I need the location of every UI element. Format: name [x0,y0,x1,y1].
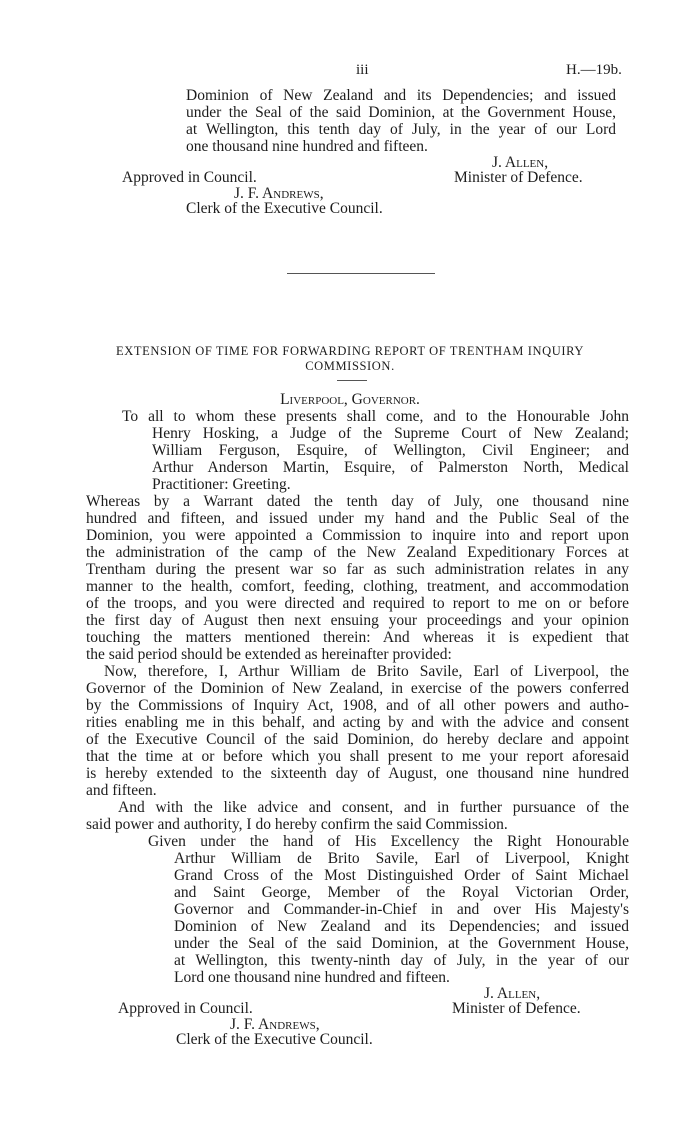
text-line: Practitioner: Greeting. [152,476,291,493]
text-line: hundred and fifteen, and issued under my hand and the Public Seal of the [86,510,629,527]
section-heading: EXTENSION OF TIME FOR FORWARDING REPORT OF TRENTHAM INQUIRY [115,344,585,358]
text-line: at Wellington, this twenty-ninth day of July, in the year of our [174,952,629,969]
document-reference: H.—19b. [566,62,622,78]
text-line: the said period should be extended as hereinafter provided: [86,646,452,663]
text-line: Governor and Commander-in-Chief in and over His Majesty's [174,901,629,918]
text-line: Given under the hand of His Excellency the Right Honourable [148,833,629,850]
governor-line: Liverpool, Governor. [280,391,420,408]
signatory-title: Minister of Defence. [454,169,583,186]
text-line: Arthur Anderson Martin, Esquire, of Palmerston North, Medical [152,459,629,476]
approved-in-council: Approved in Council. [118,1000,253,1017]
text-line: one thousand nine hundred and fifteen. [186,138,428,155]
text-line: by the Commissions of Inquiry Act, 1908, and of all other powers and autho- [86,697,629,714]
text-line: and fifteen. [86,782,157,799]
text-line: Lord one thousand nine hundred and fifteen. [174,969,450,986]
section-heading-continued: COMMISSION. [305,359,395,373]
text-line: the first day of August then next ensuing your proceedings and your opinion [86,612,629,629]
page-number: iii [356,62,369,78]
text-line: Dominion of New Zealand and its Dependencies; and issued [174,918,629,935]
text-line: Whereas by a Warrant dated the tenth day of July, one thousand nine [86,493,629,510]
text-line: Arthur William de Brito Savile, Earl of Liverpool, Knight [174,850,629,867]
text-line: the administration of the camp of the New Zealand Expeditionary Forces at [86,544,629,561]
text-line: said power and authority, I do hereby confirm the said Commission. [86,816,508,833]
text-line: manner to the health, comfort, feeding, clothing, treatment, and accommodation [86,578,629,595]
text-line: of the troops, and you were directed and required to report to me on or before [86,595,629,612]
text-line: Trentham during the present war so far as such administration relates in any [86,561,629,578]
text-line: Governor of the Dominion of New Zealand, in exercise of the powers conferred [86,680,629,697]
text-line: Dominion, you were appointed a Commission to inquire into and report upon [86,527,629,544]
text-line: and Saint George, Member of the Royal Victorian Order, [174,884,629,901]
clerk-title: Clerk of the Executive Council. [186,200,383,217]
clerk-title: Clerk of the Executive Council. [176,1031,373,1048]
text-line: Now, therefore, I, Arthur William de Brito Savile, Earl of Liverpool, the [104,663,629,680]
text-line: Henry Hosking, a Judge of the Supreme Court of New Zealand; [152,425,629,442]
signatory-title: Minister of Defence. [452,1000,581,1017]
text-line: is hereby extended to the sixteenth day of August, one thousand nine hundred [86,765,629,782]
text-line: And with the like advice and consent, and in further pursuance of the [118,799,629,816]
text-line: rities enabling me in this behalf, and acting by and with the advice and consent [86,714,629,731]
text-line: at Wellington, this tenth day of July, in the year of our Lord [186,121,616,138]
text-line: To all to whom these presents shall come, and to the Honourable John [122,408,629,425]
clerk-name: J. F. Andrews, [234,185,324,202]
signatory-name: J. Allen, [492,154,549,171]
text-line: Dominion of New Zealand and its Dependencies; and issued [186,87,616,104]
text-line: under the Seal of the said Dominion, at the Government House, [186,104,616,121]
text-line: that the time at or before which you shall present to me your report aforesaid [86,748,629,765]
signatory-name: J. Allen, [484,985,541,1002]
text-line: touching the matters mentioned therein: And whereas it is expedient that [86,629,629,646]
section-divider [287,273,435,274]
approved-in-council: Approved in Council. [122,169,257,186]
text-line: of the Executive Council of the said Dominion, do hereby declare and appoint [86,731,629,748]
clerk-name: J. F. Andrews, [230,1016,320,1033]
text-line: under the Seal of the said Dominion, at the Government House, [174,935,629,952]
short-divider [337,380,367,381]
text-line: William Ferguson, Esquire, of Wellington, Civil Engineer; and [152,442,629,459]
text-line: Grand Cross of the Most Distinguished Order of Saint Michael [174,867,629,884]
